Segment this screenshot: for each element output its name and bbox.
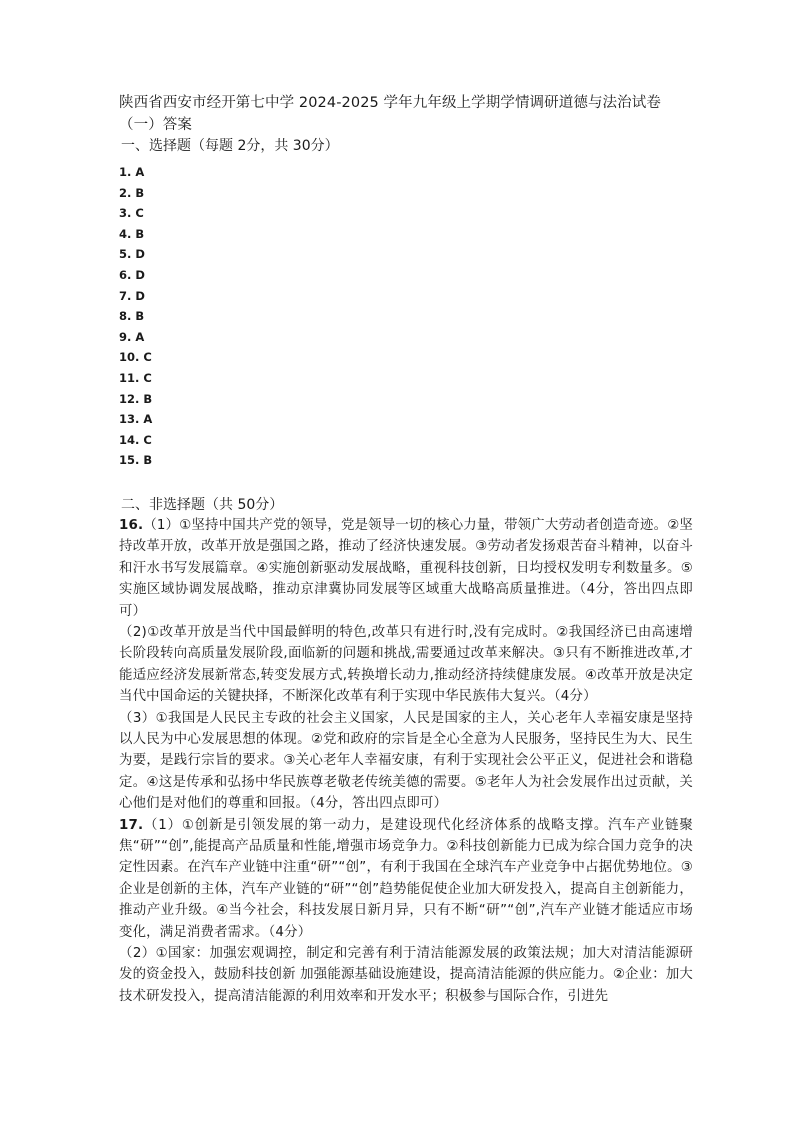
answer-item: 10. C [119,350,152,365]
answer-item: 12. B [119,391,153,406]
section-heading-nonchoice: 二、非选择题（共 50分） [121,496,284,513]
answer-item: 7. D [119,288,145,303]
answer-item: 9. A [119,329,145,344]
answer-document [119,92,693,1007]
answer-item: 1. A [119,165,145,179]
q17-part2: （2）①国家：加强宏观调控，制定和完善有利于清洁能源发展的政策法规；加大对清洁能源研发的资金投入，鼓励科技创新 加强能源基础设施建设，提高清洁能源的供应能力。②企业：加大技术研发投入，提高清洁能源的利用效率和开发水平；积极参与国际合作，引进先 [119,946,693,1004]
answer-item: 6. D [119,267,145,282]
q16-part2: （2)①改革开放是当代中国最鲜明的特色,改革只有进行时,没有完成时。②我国经济已由高速增长阶段转向高质量发展阶段,面临新的问题和挑战,需要通过改革来解决。③只有不断推进改革,才能适应经济发展新常态,转变发展方式,转换增长动力,推动经济持续健康发展。④改革开放是决定当代中国命运的关键抉择，不断深化改革有利于实现中华民族伟大复兴。（4分） [119,624,693,705]
answer-item: 13. A [119,412,153,427]
answer-text: （1）①创新是引领发展的第一动力，是建设现代化经济体系的战略支撑。汽车产业链聚焦“研”“创”,能提高产品质量和性能,增强市场竞争力。②科技创新能力已成为综合国力竞争的决定性因素。在汽车产业链中注重“研”“创”，有利于我国在全球汽车产业竞争中占据优势地位。③企业是创新的主体，汽车产业链的“研”“创”趋势能促使企业加大研发投入，提高自主创新能力，推动产业升级。④当今社会，科技发展日新月异，只有不断“研”“创”,汽车产业链才能适应市场变化，满足消费者需求。（4分） [119,817,693,940]
choice-answer-list [119,162,693,471]
answer-item: 14. C [119,432,152,447]
question-number: 17. [119,817,144,833]
answer-item: 15. B [119,453,153,468]
answer-text: （1）①坚持中国共产党的领导，党是领导一切的核心力量，带领广大劳动者创造奇迹。②坚持改革开放，改革开放是强国之路，推动了经济快速发展。③劳动者发扬艰苦奋斗精神，以奋斗和汗水书写发展篇章。④实施创新驱动发展战略，重视科技创新，日均授权发明专利数量多。⑤实施区域协调发展战略，推动京津冀协同发展等区域重大战略高质量推进。（4分，答出四点即可） [119,517,693,619]
answer-item: 5. D [119,247,145,262]
answer-item: 11. C [119,370,152,385]
document-title: 陕西省西安市经开第七中学 2024-2025 学年九年级上学期学情调研道德与法治试卷（一）答案 [119,95,661,133]
q17-part1 [119,815,693,943]
section-gap [119,471,693,495]
answer-item: 4. B [119,226,145,241]
answer-item: 8. B [119,309,145,324]
answer-item: 2. B [119,185,145,200]
q16-part1 [119,515,693,622]
section-heading-choice: 一、选择题（每题 2分，共 30分） [121,138,339,154]
q16-part3: （3）①我国是人民民主专政的社会主义国家，人民是国家的主人，关心老年人幸福安康是坚持以人民为中心发展思想的体现。②党和政府的宗旨是全心全意为人民服务，坚持民生为大、民生为要，是践行宗旨的要求。③关心老年人幸福安康，有利于实现社会公平正义，促进社会和谐稳定。④这是传承和弘扬中华民族尊老敬老传统美德的需要。⑤老年人为社会发展作出过贡献，关心他们是对他们的尊重和回报。（4分，答出四点即可） [119,710,693,812]
question-number: 16. [119,517,144,533]
answer-item: 3. C [119,206,144,221]
